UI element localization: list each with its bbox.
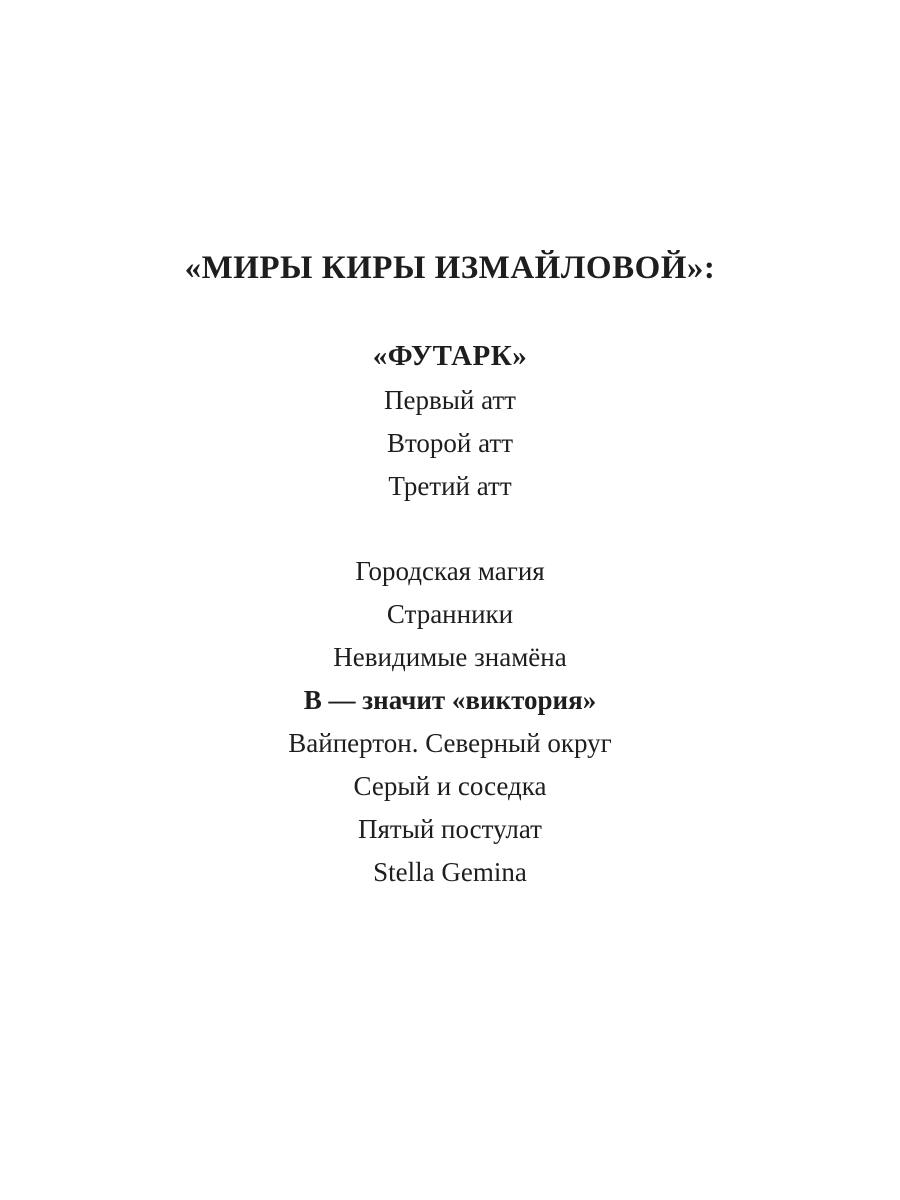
book-title-line: Невидимые знамёна (333, 642, 567, 672)
futark-section (0, 335, 900, 508)
book-title-line: Пятый постулат (358, 814, 542, 844)
book-title-line: Stella Gemina (373, 857, 527, 887)
book-title-line: Второй атт (386, 428, 514, 458)
book-title-line: Вайпертон. Северный округ (288, 728, 612, 758)
book-title-line: Первый атт (384, 385, 516, 415)
futark-cycle-heading: «ФУТАРК» (372, 340, 528, 372)
book-title-line: Серый и соседка (353, 771, 547, 801)
book-title-line-bold: В — значит «виктория» (303, 685, 597, 715)
series-title: «МИРЫ КИРЫ ИЗМАЙЛОВОЙ»: (184, 250, 716, 286)
standalone-books-section (0, 550, 900, 894)
book-title-line: Третий атт (388, 471, 512, 501)
book-title-line: Городская магия (355, 556, 545, 586)
book-title-line: Странники (386, 599, 514, 629)
